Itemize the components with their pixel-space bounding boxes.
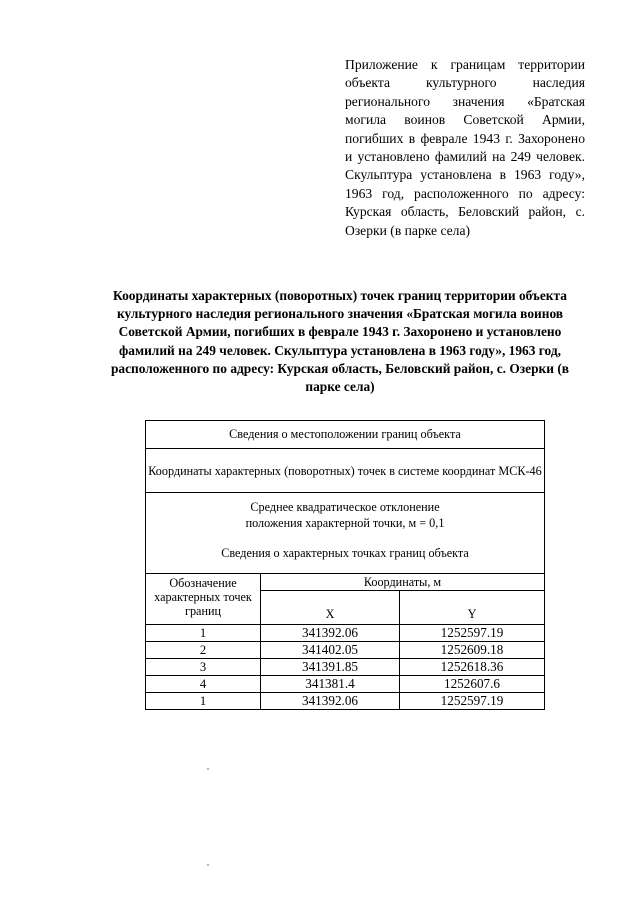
deviation-line-2: положения характерной точки, м = 0,1 xyxy=(245,516,445,530)
scan-speck xyxy=(207,864,209,866)
column-header-coordinates: Координаты, м xyxy=(261,574,545,591)
section-coordinate-system: Координаты характерных (поворотных) точек в системе координат МСК-46 xyxy=(146,449,545,493)
point-cell: 1 xyxy=(146,625,261,642)
y-cell: 1252597.19 xyxy=(400,625,545,642)
y-cell: 1252597.19 xyxy=(400,693,545,710)
deviation-line-1: Среднее квадратическое отклонение xyxy=(250,500,440,514)
column-header-y: Y xyxy=(400,591,545,625)
section-location-header: Сведения о местоположении границ объекта xyxy=(146,421,545,449)
table-row xyxy=(146,642,545,659)
document-title: Координаты характерных (поворотных) точек границ территории объекта культурного наследия регионального значения «Братская могила воинов Советской Армии, погибших в феврале 1943 г. Захоронено и установлено фамилий на 249 человек. Скульптура установлена в 1963 году», 1963 год, расположенного по адресу: Курская область, Беловский район, с. Озерки (в парке села) xyxy=(110,288,570,395)
y-cell: 1252607.6 xyxy=(400,676,545,693)
scan-speck xyxy=(207,768,209,770)
point-cell: 2 xyxy=(146,642,261,659)
appendix-note: Приложение к границам территории объекта культурного наследия регионального значения «Братская могила воинов Советской Армии, погибших в феврале 1943 г. Захоронено и установлено фамилий на 249 человек. Скульптура установлена в 1963 году», 1963 год, расположенного по адресу: Курская область, Беловский район, с. Озерки (в парке села) xyxy=(345,57,585,238)
point-cell: 1 xyxy=(146,693,261,710)
section-deviation xyxy=(146,493,545,574)
column-header-point-name: Обозначение характерных точек границ xyxy=(146,574,261,625)
column-header-x: X xyxy=(261,591,400,625)
x-cell: 341392.06 xyxy=(261,693,400,710)
point-cell: 4 xyxy=(146,676,261,693)
table-row xyxy=(146,693,545,710)
x-cell: 341402.05 xyxy=(261,642,400,659)
section-points-header: Сведения о характерных точках границ объекта xyxy=(221,546,469,560)
coordinates-table xyxy=(145,420,545,710)
table-row xyxy=(146,659,545,676)
x-cell: 341381.4 xyxy=(261,676,400,693)
table-row xyxy=(146,676,545,693)
y-cell: 1252618.36 xyxy=(400,659,545,676)
point-cell: 3 xyxy=(146,659,261,676)
x-cell: 341391.85 xyxy=(261,659,400,676)
table-row xyxy=(146,625,545,642)
y-cell: 1252609.18 xyxy=(400,642,545,659)
x-cell: 341392.06 xyxy=(261,625,400,642)
